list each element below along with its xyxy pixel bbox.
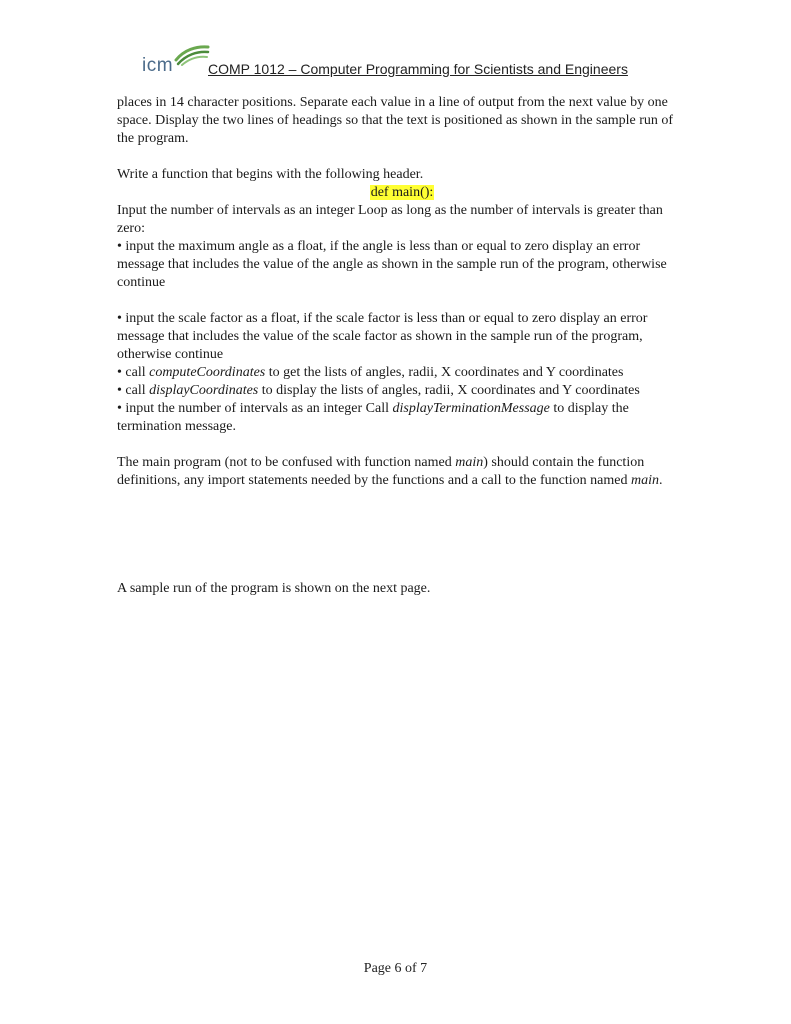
paragraph-text: . [658, 473, 663, 488]
highlighted-code: def main(): [370, 185, 434, 200]
bullet-max-angle: • input the maximum angle as a float, if the angle is less than or equal to zero display an error message that includes the value of the angle as shown in the sample run of the program, otherwise continue [117, 239, 667, 290]
bullet-text: to get the lists of angles, radii, X coordinates and Y coordinates [265, 365, 624, 380]
course-title: COMP 1012 – Computer Programming for Scientists and Engineers [208, 61, 628, 77]
function-name: displayTerminationMessage [392, 401, 550, 416]
paragraph-sample-run: A sample run of the program is shown on the next page. [117, 581, 431, 596]
paragraph-text: The main program (not to be confused with function named [117, 455, 456, 470]
function-name: computeCoordinates [149, 365, 266, 380]
bullet-display-coordinates [117, 382, 687, 400]
bullet-text: • input the number of intervals as an integer Call [117, 401, 393, 416]
paragraph-text: ) should contain the function definitions, any import statements needed by the functions and a call to the function named [117, 455, 645, 488]
paragraph-output-format: places in 14 character positions. Separate each value in a line of output from the next value by one space. Display the two lines of headings so that the text is positioned as shown in the sample run of the program. [117, 95, 674, 146]
bullet-text: to display the lists of angles, radii, X coordinates and Y coordinates [258, 383, 640, 398]
logo-text: icm [142, 55, 174, 76]
paragraph-main-program [117, 454, 687, 490]
document-body [117, 94, 687, 598]
paragraph-input-intervals: Input the number of intervals as an integer Loop as long as the number of intervals is greater than zero: [117, 203, 663, 236]
bullet-text: • call [117, 365, 150, 380]
bullet-termination [117, 400, 687, 436]
bullet-compute-coordinates [117, 364, 687, 382]
bullet-scale-factor: • input the scale factor as a float, if the scale factor is less than or equal to zero display an error message that includes the value of the scale factor as shown in the sample run of the program, otherwise continue [117, 311, 648, 362]
function-name: main [630, 473, 659, 488]
bullet-text: • call [117, 383, 150, 398]
bullet-text: to display the termination message. [117, 401, 629, 434]
logo-swoosh-icon [174, 44, 210, 66]
function-name: displayCoordinates [149, 383, 259, 398]
function-name: main [455, 455, 484, 470]
page-number: Page 6 of 7 [363, 961, 428, 976]
icm-logo [140, 42, 210, 78]
code-header-line [117, 184, 687, 202]
paragraph-function-intro: Write a function that begins with the following header. [117, 167, 424, 182]
page-header [140, 42, 660, 78]
